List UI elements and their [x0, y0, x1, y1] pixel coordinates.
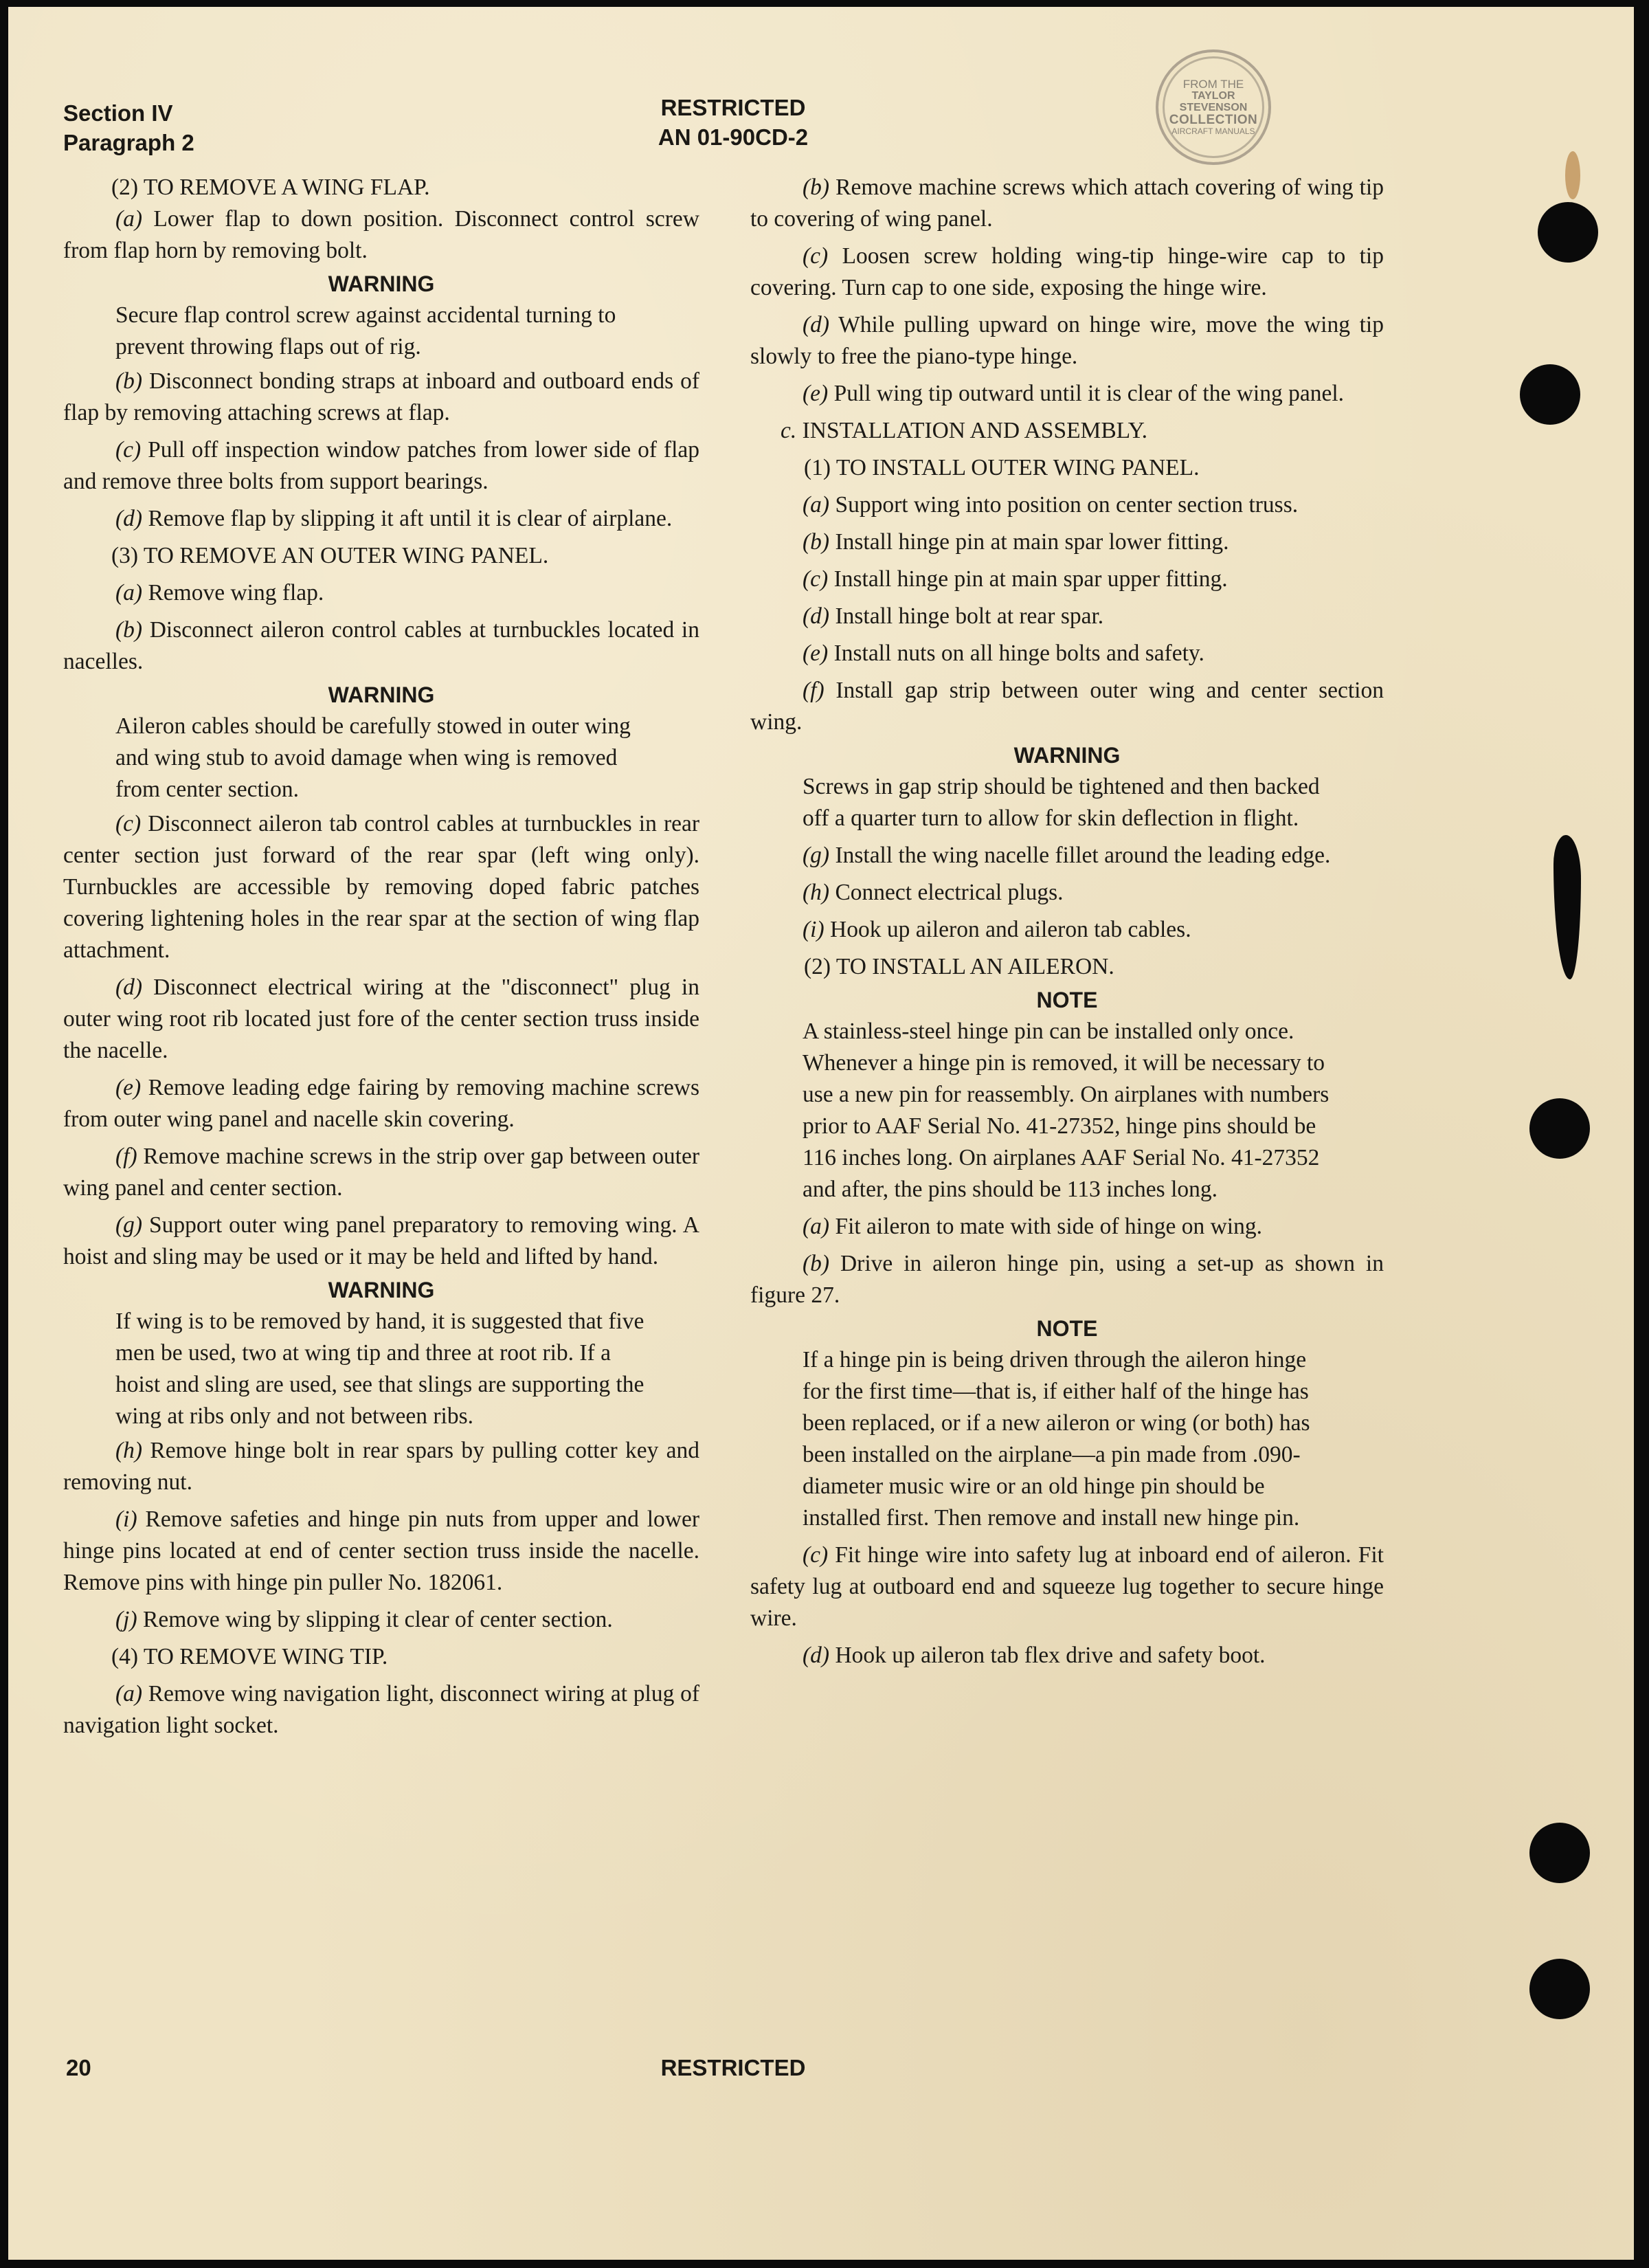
heading-marker: c. [781, 418, 797, 443]
step-text: Install hinge pin at main spar upper fitting. [828, 566, 1228, 592]
note-label: NOTE [1036, 1316, 1098, 1341]
step-text: Install hinge pin at main spar lower fitting. [829, 529, 1229, 555]
step-paragraph [750, 1248, 1384, 1311]
warning-block [63, 711, 699, 805]
step-text: Fit hinge wire into safety lug at inboard end of aileron. Fit safety lug at outboard end and squeeze lug together to secure hinge wire. [750, 1542, 1384, 1631]
warning-text: Secure flap control screw against accidental turning to prevent throwing flaps out of rig. [115, 302, 616, 359]
step-paragraph [63, 1435, 699, 1498]
step-text: While pulling upward on hinge wire, move the wing tip slowly to free the piano-type hinge. [750, 312, 1384, 369]
step-text: Disconnect aileron tab control cables at turnbuckles in rear center section just forward of the rear spar (left wing only). Turnbuckles are accessible by removing doped fabric patches covering lightening holes in the rear spar at the section of wing flap attachment. [63, 811, 699, 963]
step-text: Remove wing by slipping it clear of center section. [137, 1607, 613, 1632]
step-text: Remove flap by slipping it aft until it is clear of airplane. [142, 506, 673, 531]
step-marker: (i) [803, 917, 824, 942]
page-tear [1553, 835, 1581, 979]
heading-text: INSTALLATION AND ASSEMBLY. [796, 418, 1148, 443]
step-paragraph [63, 1210, 699, 1273]
step-text: Disconnect bonding straps at inboard and outboard ends of flap by removing attaching screws at flap. [63, 368, 699, 425]
page-number: 20 [66, 2055, 91, 2080]
collection-stamp [1156, 49, 1271, 165]
stamp-line: COLLECTION [1169, 113, 1258, 128]
step-text: Loosen screw holding wing-tip hinge-wire cap to tip covering. Turn cap to one side, exposing the hinge wire. [750, 243, 1384, 300]
step-paragraph [63, 434, 699, 498]
step-text: Lower flap to down position. Disconnect control screw from flap horn by removing bolt. [63, 206, 699, 263]
step-marker: (d) [803, 603, 830, 629]
step-marker: (f) [115, 1144, 137, 1169]
left-column [63, 172, 699, 1742]
step-marker: (e) [115, 1075, 142, 1100]
step-paragraph [750, 1539, 1384, 1634]
warning-label: WARNING [328, 271, 435, 296]
step-text: Support wing into position on center section truss. [829, 492, 1299, 518]
step-marker: (e) [803, 381, 829, 406]
section-header [63, 98, 194, 157]
note-text: A stainless-steel hinge pin can be installed only once. Whenever a hinge pin is removed, it will be necessary to use a new pin for reassembly. On airplanes with numbers prior to AAF Serial No. 41-27352, hinge pins should be 116 inches long. On airplanes AAF Serial No. 41-27352 and after, the pins should be 113 inches long. [803, 1019, 1330, 1202]
stamp-line: TAYLOR STEVENSON [1179, 89, 1248, 113]
step-marker: (c) [115, 811, 142, 836]
step-text: Support outer wing panel preparatory to removing wing. A hoist and sling may be used or it may be held and lifted by hand. [63, 1212, 699, 1269]
subsection-heading: (2) TO INSTALL AN AILERON. [804, 954, 1114, 979]
step-marker: (a) [803, 1214, 830, 1239]
step-text: Remove hinge bolt in rear spars by pulling cotter key and removing nut. [63, 1438, 699, 1495]
step-text: Drive in aileron hinge pin, using a set-up as shown in figure 27. [750, 1251, 1384, 1308]
step-paragraph [750, 914, 1384, 946]
punch-hole [1538, 202, 1598, 263]
warning-block [750, 771, 1384, 834]
warning-label: WARNING [328, 682, 435, 707]
step-paragraph [750, 378, 1384, 410]
classification-label: RESTRICTED [660, 95, 806, 120]
section-heading [750, 415, 1384, 447]
step-paragraph [750, 1211, 1384, 1243]
step-paragraph [63, 203, 699, 267]
step-paragraph [63, 1072, 699, 1135]
step-text: Fit aileron to mate with side of hinge on wing. [829, 1214, 1262, 1239]
step-text: Remove machine screws in the strip over gap between outer wing panel and center section. [63, 1144, 699, 1201]
step-marker: (j) [115, 1607, 137, 1632]
step-paragraph [750, 1640, 1384, 1671]
step-text: Remove safeties and hinge pin nuts from upper and lower hinge pins located at end of center section truss inside the nacelle. Remove pins with hinge pin puller No. 182061. [63, 1507, 699, 1595]
subsection-heading: (3) TO REMOVE AN OUTER WING PANEL. [111, 543, 549, 568]
step-text: Pull wing tip outward until it is clear of the wing panel. [828, 381, 1345, 406]
step-text: Remove leading edge fairing by removing machine screws from outer wing panel and nacelle skin covering. [63, 1075, 699, 1132]
step-paragraph [63, 577, 699, 609]
step-marker: (c) [115, 437, 142, 463]
document-header [537, 93, 929, 152]
step-marker: (c) [803, 1542, 829, 1568]
warning-label: WARNING [1013, 743, 1121, 768]
step-marker: (g) [115, 1212, 143, 1238]
right-column [750, 172, 1384, 1671]
note-block [750, 1344, 1384, 1534]
step-text: Connect electrical plugs. [829, 880, 1064, 905]
step-paragraph [63, 1678, 699, 1742]
step-paragraph [63, 1141, 699, 1204]
step-marker: (c) [803, 243, 829, 269]
step-marker: (d) [115, 975, 143, 1000]
step-text: Pull off inspection window patches from lower side of flap and remove three bolts from support bearings. [63, 437, 699, 494]
warning-block [63, 1306, 699, 1432]
step-paragraph [63, 1604, 699, 1636]
step-paragraph [750, 309, 1384, 373]
step-text: Install nuts on all hinge bolts and safety. [828, 641, 1204, 666]
step-paragraph [63, 503, 699, 535]
note-label: NOTE [1036, 988, 1098, 1012]
footer-classification: RESTRICTED [660, 2055, 806, 2080]
step-marker: (f) [803, 678, 824, 703]
warning-text: Aileron cables should be carefully stowed in outer wing and wing stub to avoid damage when wing is removed from center section. [115, 713, 631, 802]
punch-hole [1520, 364, 1580, 425]
step-paragraph [750, 526, 1384, 558]
punch-hole [1529, 1959, 1590, 2019]
step-text: Install the wing nacelle fillet around the leading edge. [829, 843, 1331, 868]
step-marker: (d) [803, 1643, 830, 1668]
warning-block [63, 300, 699, 363]
step-text: Remove wing flap. [142, 580, 324, 605]
step-paragraph [63, 1504, 699, 1599]
note-text: If a hinge pin is being driven through the aileron hinge for the first time—that is, if either half of the hinge has been replaced, or if a new aileron or wing (or both) has been installed on the airplane—a pin made from .090-diameter music wire or an old hinge pin should be installed first. Then remove and install new hinge pin. [803, 1347, 1310, 1531]
page-stain [1565, 151, 1580, 199]
step-marker: (b) [115, 617, 143, 643]
step-marker: (c) [803, 566, 829, 592]
step-marker: (i) [115, 1507, 137, 1532]
step-paragraph [63, 614, 699, 678]
step-marker: (b) [115, 368, 143, 394]
step-text: Remove machine screws which attach covering of wing tip to covering of wing panel. [750, 175, 1384, 232]
step-marker: (a) [115, 1681, 143, 1706]
step-marker: (e) [803, 641, 829, 666]
step-paragraph [63, 366, 699, 429]
punch-hole [1529, 1098, 1590, 1159]
step-text: Hook up aileron and aileron tab cables. [824, 917, 1191, 942]
step-paragraph [63, 808, 699, 966]
step-paragraph [750, 840, 1384, 871]
subsection-heading: (1) TO INSTALL OUTER WING PANEL. [804, 455, 1200, 480]
step-marker: (b) [803, 529, 830, 555]
section-label: Section IV [63, 100, 173, 126]
step-paragraph [750, 877, 1384, 909]
step-paragraph [750, 601, 1384, 632]
step-paragraph [750, 638, 1384, 669]
subsection-heading: (2) TO REMOVE A WING FLAP. [111, 175, 430, 200]
step-paragraph [63, 972, 699, 1067]
step-paragraph [750, 172, 1384, 235]
step-text: Disconnect electrical wiring at the "disconnect" plug in outer wing root rib located just fore of the center section truss inside the nacelle. [63, 975, 699, 1063]
step-marker: (a) [115, 206, 143, 232]
step-marker: (b) [803, 1251, 830, 1276]
stamp-line: FROM THE [1182, 78, 1244, 91]
punch-hole [1529, 1823, 1590, 1883]
step-paragraph [750, 241, 1384, 304]
step-marker: (a) [803, 492, 830, 518]
step-marker: (d) [115, 506, 143, 531]
warning-label: WARNING [328, 1278, 435, 1302]
step-paragraph [750, 489, 1384, 521]
step-paragraph [750, 564, 1384, 595]
step-paragraph [750, 675, 1384, 738]
step-text: Hook up aileron tab flex drive and safety boot. [829, 1643, 1266, 1668]
step-marker: (b) [803, 175, 830, 200]
stamp-line: AIRCRAFT MANUALS [1171, 126, 1255, 137]
paragraph-label: Paragraph 2 [63, 130, 194, 155]
step-text: Disconnect aileron control cables at turnbuckles located in nacelles. [63, 617, 699, 674]
step-text: Install gap strip between outer wing and center section wing. [750, 678, 1384, 735]
manual-page [8, 7, 1634, 2260]
step-text: Install hinge bolt at rear spar. [829, 603, 1104, 629]
step-marker: (a) [115, 580, 143, 605]
warning-text: If wing is to be removed by hand, it is suggested that five men be used, two at wing tip and three at root rib. If a hoist and sling are used, see that slings are supporting the wing at ribs only and not between ribs. [115, 1309, 644, 1429]
step-marker: (d) [803, 312, 830, 337]
manual-number: AN 01-90CD-2 [658, 124, 809, 150]
step-marker: (h) [115, 1438, 143, 1463]
step-text: Remove wing navigation light, disconnect wiring at plug of navigation light socket. [63, 1681, 699, 1738]
note-block [750, 1016, 1384, 1205]
step-marker: (h) [803, 880, 830, 905]
subsection-heading: (4) TO REMOVE WING TIP. [111, 1644, 388, 1669]
warning-text: Screws in gap strip should be tightened and then backed off a quarter turn to allow for skin deflection in flight. [803, 774, 1320, 831]
step-marker: (g) [803, 843, 830, 868]
